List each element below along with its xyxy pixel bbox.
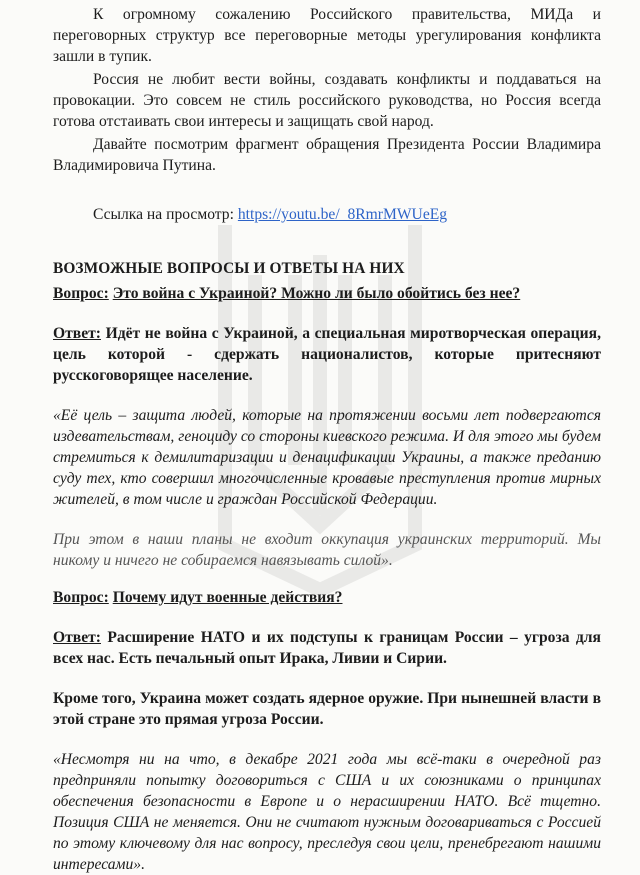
quote-2-paragraph-1: «Несмотря ни на что, в декабре 2021 года мы всё-таки в очередной раз предприняли попытку договориться с США и их союзниками о принципах обеспечения безопасности в Европе и о нерасширении НАТО. Всё тщетно. Позиция США не меняется. Они не считают нужным договариваться с Россией по этому ключевому для нас вопросу, преследуя свои цели, пренебрегают нашими интересами». [53,751,601,873]
question-2-text: Почему идут военные действия? [112,589,343,606]
quote-1-paragraph-1: «Её цель – защита людей, которые на протяжении восьми лет подвергаются издевательствам, геноциду со стороны киевского режима. И для этого мы будем стремиться к демилитаризации и денацификации Украины, а также преданию суду тех, кто совершил многочисленные кровавые преступления против мирных жителей, в том числе и граждан Российской Федерации. [53,407,601,508]
video-link-label: Ссылка на просмотр: [93,206,234,223]
answer-2 [53,627,601,669]
intro-paragraph-1: К огромному сожалению Российского правительства, МИДа и переговорных структур все переговорные методы урегулирования конфликта зашли в тупик. [53,6,601,65]
section-heading: ВОЗМОЖНЫЕ ВОПРОСЫ И ОТВЕТЫ НА НИХ [53,260,405,277]
question-1 [53,283,601,304]
document-body [53,0,601,875]
intro-paragraph-2: Россия не любит вести войны, создавать конфликты и поддаваться на провокации. Это совсем не стиль российского руководства, но Россия всегда готова отстаивать свои интересы и защищать свой народ. [53,71,601,130]
answer-1 [53,323,601,386]
answer-1-label: Ответ: [53,325,101,342]
question-2-label: Вопрос: [53,589,109,606]
answer-2-text: Расширение НАТО и их подступы к границам России – угроза для всех нас. Есть печальный опыт Ирака, Ливии и Сирии. [53,629,601,667]
answer-1-text: Идёт не война с Украиной, а специальная миротворческая операция, цель которой - сдержать националистов, которые притесняют русскоговорящее население. [53,325,601,384]
question-2 [53,587,601,608]
question-1-text: Это война с Украиной? Можно ли было обойтись без нее? [112,285,521,302]
video-link[interactable]: https://youtu.be/_8RmrMWUeEg [237,206,448,223]
intro-paragraph-3: Давайте посмотрим фрагмент обращения Президента России Владимира Владимировича Путина. [53,136,601,174]
question-1-label: Вопрос: [53,285,109,302]
answer-2-label: Ответ: [53,629,101,646]
video-link-line [53,204,601,225]
answer-2-extra: Кроме того, Украина может создать ядерное оружие. При нынешней власти в этой стране это прямая угроза России. [53,690,601,728]
quote-1-paragraph-2: При этом в наши планы не входит оккупация украинских территорий. Мы никому и ничего не собираемся навязывать силой». [53,531,601,569]
